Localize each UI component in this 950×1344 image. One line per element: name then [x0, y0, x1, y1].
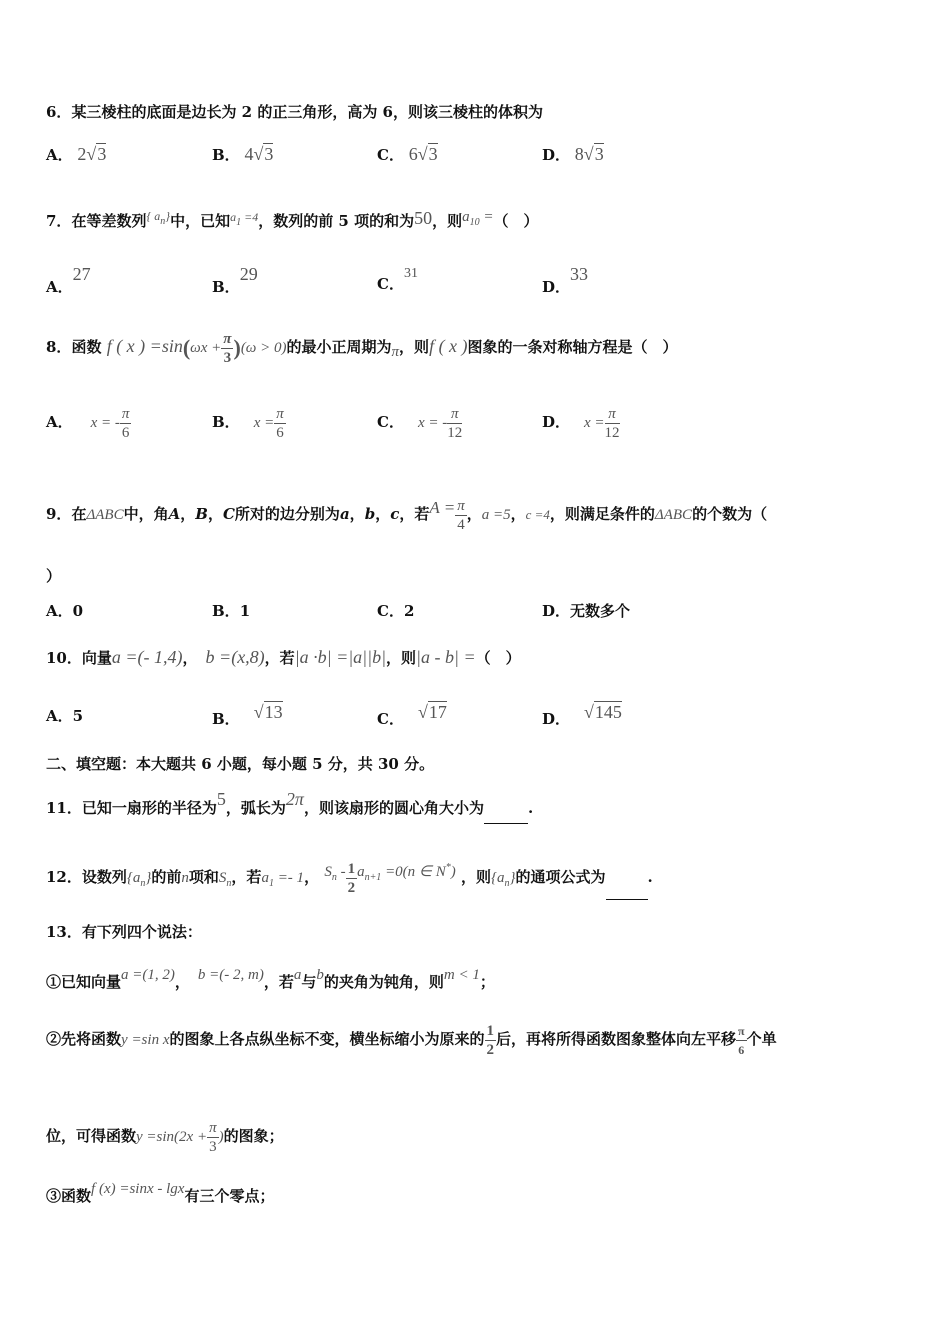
q7-option-c[interactable]: C．31	[377, 266, 418, 293]
q9-stem: 9．在ΔABC中，角A，B，C所对的边分别为a，b，c，若A = $\frac{\pi}{4}$ ，a =5，c =4，则满足条件的ΔABC的个数为（	[46, 497, 768, 533]
q6-text: 某三棱柱的底面是边长为 2 的正三角形，高为 6，则该三棱柱的体积为	[71, 103, 543, 121]
q9-option-d[interactable]: D．无数多个	[542, 602, 631, 620]
q6-option-a[interactable]: A． 2√3	[46, 144, 107, 164]
q9-option-b[interactable]: B．1	[212, 602, 251, 620]
q9-option-a[interactable]: A．0	[46, 602, 84, 620]
q11-answer-blank[interactable]	[484, 793, 528, 824]
q7-option-a[interactable]: A．27	[46, 264, 91, 296]
q10-option-b[interactable]: B． √13	[212, 702, 283, 728]
q6-stem: 6．某三棱柱的底面是边长为 2 的正三角形，高为 6，则该三棱柱的体积为	[46, 103, 543, 121]
q13-statement-3: ③函数f (x) =sinx - lgx有三个零点；	[46, 1181, 275, 1205]
q6-option-c[interactable]: C． 6√3	[377, 144, 438, 164]
q7-option-d[interactable]: D．33	[542, 264, 589, 296]
q8-option-a[interactable]: A． x = - $\frac{\pi}{6}$	[46, 405, 130, 441]
q13-statement-2: ②先将函数y =sin x的图象上各点纵坐标不变，横坐标缩小为原来的 $\frac{1}{2}$ 后，再将所得函数图象整体向左平移 $\frac{\pi}{6}$ 个单	[46, 1022, 777, 1058]
q10-option-d[interactable]: D． √145	[542, 702, 622, 728]
q8-stem: 8．函数 f ( x ) =sin(ωx + $\frac{\pi}{3}$ )(ω > 0)的最小正周期为π，则f ( x )图象的一条对称轴方程是（ ）	[46, 330, 678, 366]
q13-statement-2-cont: 位，可得函数y =sin(2x + $\frac{\pi}{3}$ )的图象；	[46, 1119, 284, 1155]
q6-option-b[interactable]: B． 4√3	[212, 144, 274, 164]
q11-stem: 11．已知一扇形的半径为5，弧长为2π，则该扇形的圆心角大小为 .	[46, 784, 533, 824]
q9-option-c[interactable]: C．2	[377, 602, 415, 620]
q10-option-a[interactable]: A．5	[46, 707, 84, 725]
q7-stem: 7．在等差数列$^{\{ a_n\}}$中，已知$^{a_1 =4}$，数列的前 5 项的和为50，则$a_{10}$ =（ ）	[46, 208, 539, 230]
q13-stem: 13．有下列四个说法：	[46, 923, 202, 941]
q8-option-c[interactable]: C． x = - $\frac{\pi}{12}$	[377, 405, 463, 441]
q10-stem: 10．向量a =(- 1,4)， b =(x,8)，若|a ·b| =|a||b|，则|a - b| =（ ）	[46, 647, 521, 667]
q13-statement-1: ①已知向量a =(1, 2)， b =(- 2, m)，若a与b的夹角为钝角，则m < 1；	[46, 967, 495, 991]
q6-option-d[interactable]: D． 8√3	[542, 144, 604, 164]
section-title: 二、填空题：本大题共 6 小题，每小题 5 分，共 30 分。	[46, 755, 435, 773]
q7-option-b[interactable]: B．29	[212, 264, 258, 296]
q8-option-d[interactable]: D． x = $\frac{\pi}{12}$	[542, 405, 620, 441]
q8-option-b[interactable]: B． x = $\frac{\pi}{6}$	[212, 405, 284, 441]
q12-stem: 12．设数列$\{a_n\}$的前n项和$S_n$，若$a_1 =- 1$， $S_n$ - $\frac{1}{2}$ $a_{n+1} =0(n$ ∈ N*) ，则$\{a_n\}$的通项公式为 .	[46, 846, 653, 906]
q9-stem-close: ）	[46, 567, 62, 585]
q10-option-c[interactable]: C． √17	[377, 702, 447, 728]
q12-answer-blank[interactable]	[606, 855, 648, 900]
